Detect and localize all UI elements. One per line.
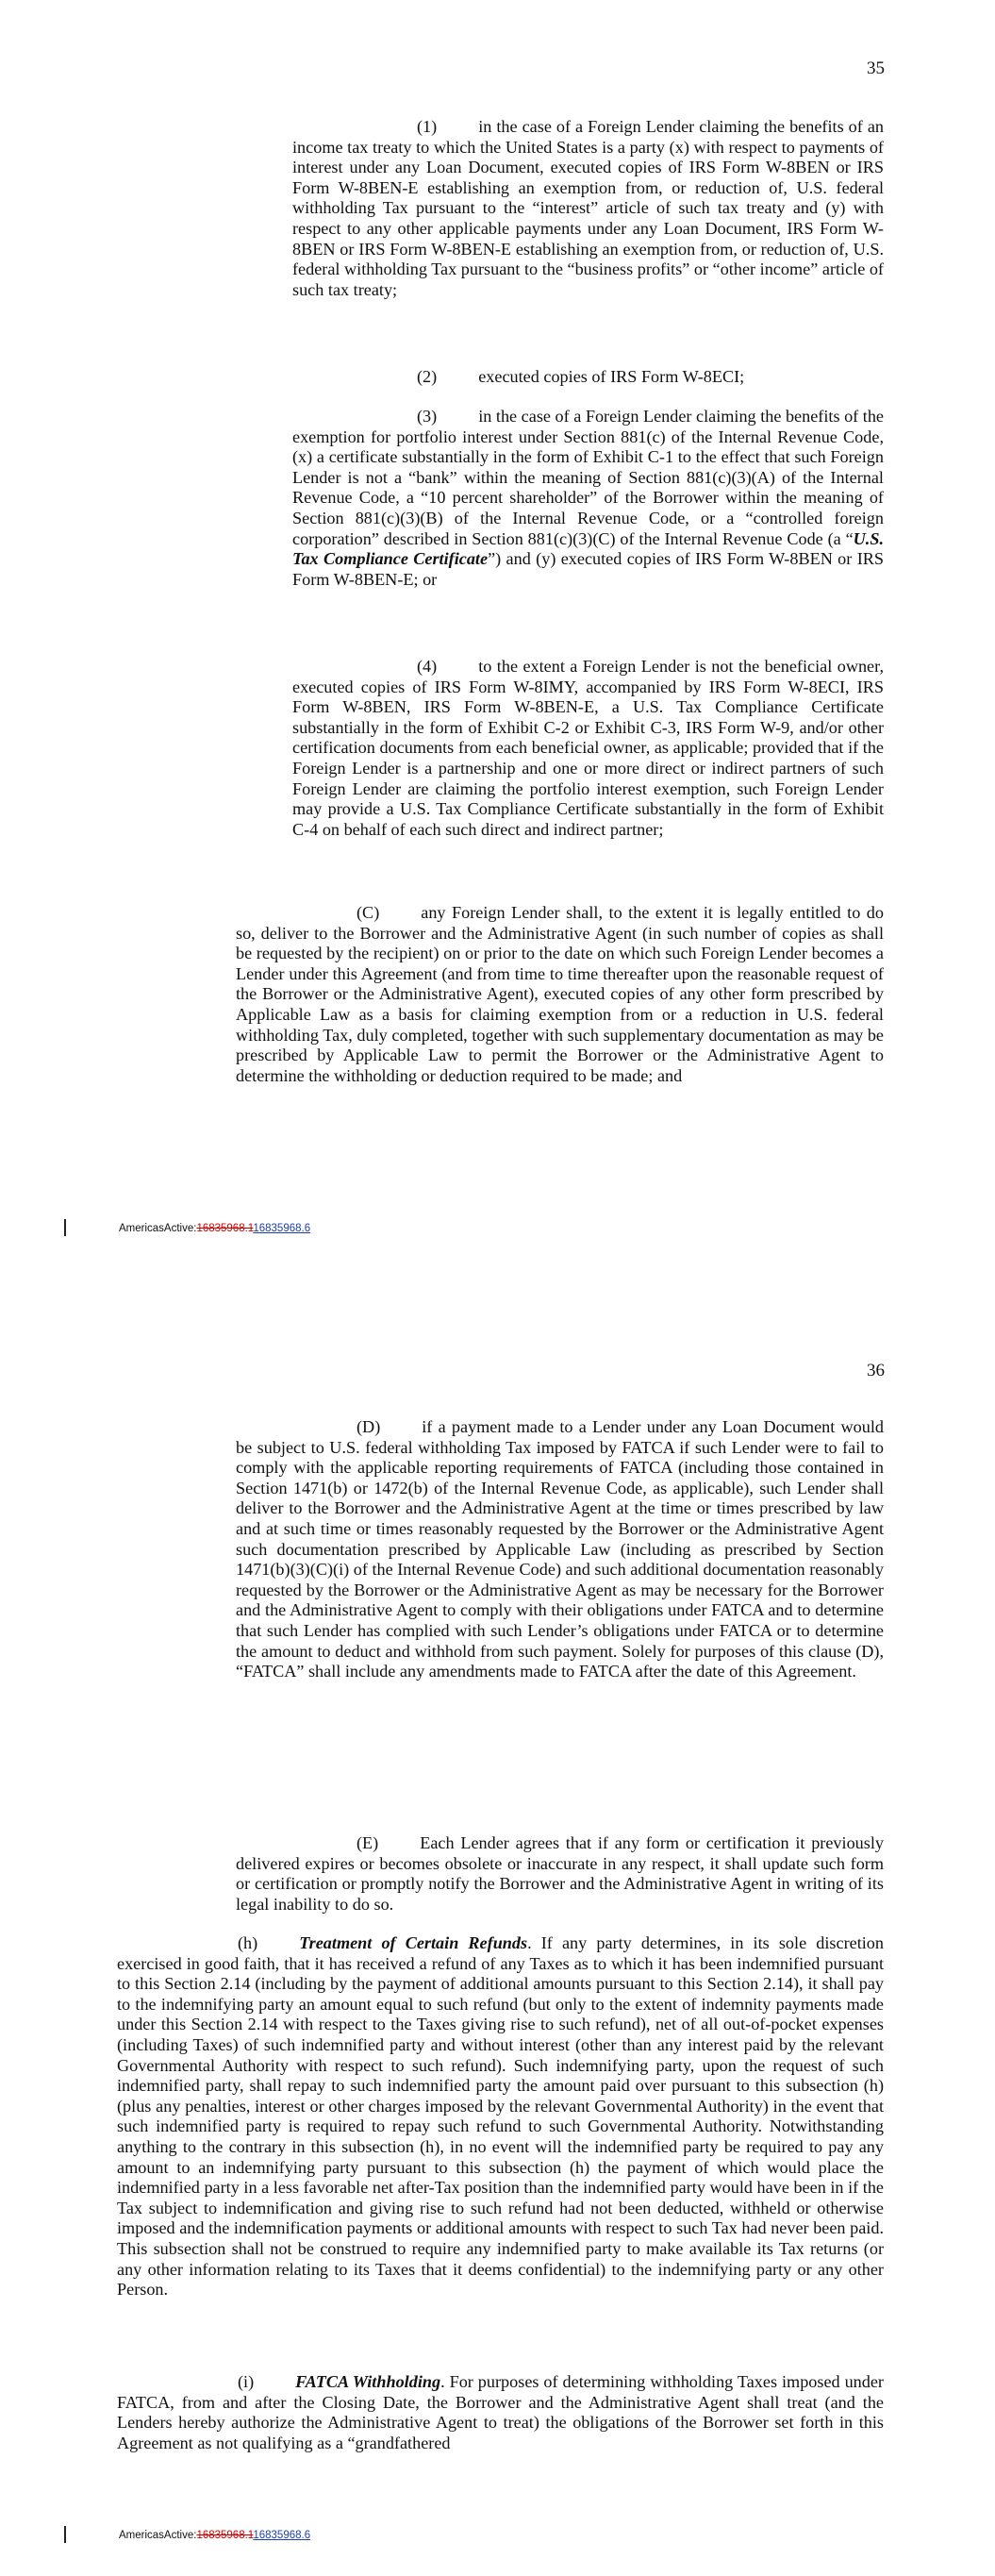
item-label: (D) — [357, 1417, 381, 1436]
item-text: to the extent a Foreign Lender is not the beneficial owner, executed copies of IRS Form W-8IMY, accompanied by IRS Form W-8ECI, IRS Form W-8BEN, IRS Form W-8BEN-E, a U.S. Tax Compliance Certificate substantially in the form of Exhibit C-2 or Exhibit C-3, IRS Form W-9, and/or other certification documents from each beneficial owner, as applicable; provided that if the Foreign Lender is a partnership and one or more direct or indirect partners of such Foreign Lender are claiming the portfolio interest exemption, such Foreign Lender may provide a U.S. Tax Compliance Certificate substantially in the form of Exhibit C-4 on behalf of each such direct and indirect partner; — [292, 657, 884, 839]
paragraph-1 — [292, 117, 884, 300]
item-text: if a payment made to a Lender under any Loan Document would be subject to U.S. federal withholding Tax imposed by FATCA if such Lender were to fail to comply with the applicable reporting requirements of FATCA (including those contained in Section 1471(b) or 1472(b) of the Internal Revenue Code, as applicable), such Lender shall deliver to the Borrower and the Administrative Agent at the time or times prescribed by law and at such time or times reasonably requested by the Borrower or the Administrative Agent such documentation prescribed by Applicable Law (including as prescribed by Section 1471(b)(3)(C)(i) of the Internal Revenue Code) and such additional documentation reasonably requested by the Borrower or the Administrative Agent as may be necessary for the Borrower and the Administrative Agent to comply with their obligations under FATCA and to determine that such Lender has complied with such Lender’s obligations under FATCA or to determine the amount to deduct and withhold from such payment. Solely for purposes of this clause (D), “FATCA” shall include any amendments made to FATCA after the date of this Agreement. — [236, 1417, 884, 1681]
item-text-cont: ”) and (y) executed copies of IRS Form W-8BEN or IRS Form W-8BEN-E; or — [292, 549, 884, 589]
paragraph-d — [236, 1417, 884, 1682]
item-label: (C) — [357, 903, 380, 922]
paragraph-2 — [417, 367, 744, 388]
inserted-revision: 16835968.6 — [253, 2530, 311, 2541]
document-footer: AmericasActive:16835968.116835968.6 — [119, 1223, 311, 1234]
item-text: Each Lender agrees that if any form or certification it previously delivered expires or becomes obsolete or inaccurate in any respect, it shall update such form or certification or promptly notify the Borrower and the Administrative Agent in writing of its legal inability to do so. — [236, 1833, 884, 1914]
item-label: (h) — [238, 1933, 258, 1952]
paragraph-h — [117, 1933, 884, 2300]
paragraph-e — [236, 1833, 884, 1915]
item-label: (4) — [417, 657, 438, 676]
item-label: (1) — [417, 117, 438, 136]
page-36 — [0, 1288, 995, 2576]
paragraph-c — [236, 903, 884, 1086]
change-bar — [64, 2526, 66, 2543]
section-heading: FATCA Withholding — [295, 2372, 441, 2391]
item-text: in the case of a Foreign Lender claiming the benefits of the exemption for portfolio interest under Section 881(c) of the Internal Revenue Code, (x) a certificate substantially in the form of Exhibit C-1 to the effect that such Foreign Lender is not a “bank” within the meaning of Section 881(c)(3)(A) of the Internal Revenue Code, a “10 percent shareholder” of the Borrower within the meaning of Section 881(c)(3)(B) of the Internal Revenue Code, or a “controlled foreign corporation” described in Section 881(c)(3)(C) of the Internal Revenue Code (a “ — [292, 407, 884, 548]
section-heading: Treatment of Certain Refunds — [299, 1933, 528, 1952]
item-label: (3) — [417, 407, 438, 426]
deleted-revision: 16835968.1 — [196, 2530, 254, 2541]
document-footer: AmericasActive:16835968.116835968.6 — [119, 2530, 311, 2541]
inserted-revision: 16835968.6 — [253, 1223, 311, 1234]
item-text: any Foreign Lender shall, to the extent it is legally entitled to do so, deliver to the Borrower and the Administrative Agent (in such number of copies as shall be requested by the recipient) on or prior to the date on which such Foreign Lender becomes a Lender under this Agreement (and from time to time thereafter upon the reasonable request of the Borrower or the Administrative Agent), executed copies of any other form prescribed by Applicable Law as a basis for claiming exemption from or a reduction in U.S. federal withholding Tax, duly completed, together with such supplementary documentation as may be prescribed by Applicable Law to permit the Borrower or the Administrative Agent to determine the withholding or deduction required to be made; and — [236, 903, 884, 1085]
page-number: 35 — [867, 59, 885, 78]
item-label: (2) — [417, 367, 438, 386]
defined-term: U.S. Tax Compliance Certificate — [292, 528, 884, 569]
page-number: 36 — [867, 1361, 885, 1380]
item-text: in the case of a Foreign Lender claiming the benefits of an income tax treaty to which the United States is a party (x) with respect to payments of interest under any Loan Document, executed copies of IRS Form W-8BEN or IRS Form W-8BEN-E establishing an exemption from, or reduction of, U.S. federal withholding Tax pursuant to the “interest” article of such tax treaty and (y) with respect to any other applicable payments under any Loan Document, IRS Form W-8BEN or IRS Form W-8BEN-E establishing an exemption from, or reduction of, U.S. federal withholding Tax pursuant to the “business profits” or “other income” article of such tax treaty; — [292, 117, 884, 299]
change-bar — [64, 1219, 66, 1236]
paragraph-3 — [292, 407, 884, 590]
item-text: . If any party determines, in its sole discretion exercised in good faith, that it has received a refund of any Taxes as to which it has been indemnified pursuant to this Section 2.14 (including by the payment of additional amounts pursuant to this Section 2.14), it shall pay to the indemnifying party an amount equal to such refund (but only to the extent of indemnity payments made under this Section 2.14 with respect to the Taxes giving rise to such refund), net of all out-of-pocket expenses (including Taxes) of such indemnified party and without interest (other than any interest paid by the relevant Governmental Authority with respect to such refund). Such indemnifying party, upon the request of such indemnified party, shall repay to such indemnified party the amount paid over pursuant to this subsection (h) (plus any penalties, interest or other charges imposed by the relevant Governmental Authority) in the event that such indemnified party is required to repay such refund to such Governmental Authority. Notwithstanding anything to the contrary in this subsection (h), in no event will the indemnified party be required to pay any amount to an indemnifying party pursuant to this subsection (h) the payment of which would place the indemnified party in a less favorable net after-Tax position than the indemnified party would have been in if the Tax subject to indemnification and giving rise to such refund had not been deducted, withheld or otherwise imposed and the indemnification payments or additional amounts with respect to such Tax had never been paid. This subsection shall not be construed to require any indemnified party to make available its Tax returns (or any other information relating to its Taxes that it deems confidential) to the indemnifying party or any other Person. — [117, 1933, 884, 2300]
item-text: . For purposes of determining withholding Taxes imposed under FATCA, from and after the Closing Date, the Borrower and the Administrative Agent shall treat (and the Lenders hereby authorize the Administrative Agent to treat) the obligations of the Borrower set forth in this Agreement as not qualifying as a “grandfathered — [117, 2372, 884, 2452]
deleted-revision: 16835968.1 — [196, 1223, 254, 1234]
item-label: (E) — [357, 1833, 379, 1852]
paragraph-4 — [292, 657, 884, 840]
paragraph-i — [117, 2372, 884, 2453]
item-text: executed copies of IRS Form W-8ECI; — [478, 367, 745, 386]
item-label: (i) — [238, 2372, 255, 2391]
